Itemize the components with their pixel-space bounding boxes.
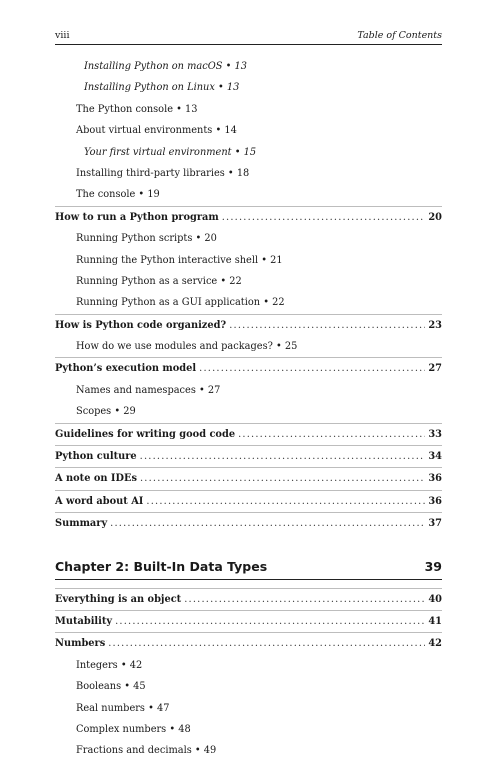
toc-entry-title: Python culture [55, 451, 137, 463]
toc-entry-page: 29 [123, 406, 136, 418]
toc-entry-title: A note on IDEs [55, 473, 137, 485]
toc-entry-page: 36 [428, 495, 442, 507]
toc-entry[interactable] [55, 445, 442, 467]
toc-entry-title: Summary [55, 518, 108, 530]
bullet-separator: • [173, 103, 186, 115]
toc-entry-page: 13 [185, 103, 198, 115]
toc-entry-page: 18 [236, 167, 250, 179]
toc-entry-title: Integers [76, 659, 118, 671]
toc-entry[interactable] [55, 314, 442, 336]
toc-entry[interactable] [55, 99, 442, 120]
toc-entry[interactable] [55, 588, 442, 610]
toc-entry[interactable] [55, 336, 442, 357]
toc-entry-title: Complex numbers [76, 723, 167, 735]
bullet-separator: • [214, 82, 227, 94]
toc-entry-title: Python’s execution model [55, 363, 197, 375]
toc-entry-title: How is Python code organized? [55, 319, 227, 331]
dot-leader [108, 633, 425, 654]
toc-entry-page: 13 [234, 61, 247, 72]
bullet-separator: • [121, 681, 134, 693]
toc-entry[interactable] [55, 655, 442, 676]
toc-entry[interactable] [55, 423, 442, 445]
toc-entry-page: 20 [204, 233, 217, 245]
toc-entry-title: About virtual environments [76, 125, 213, 137]
toc-entry-page: 22 [229, 275, 242, 287]
toc-entry-title: Running Python as a service [76, 275, 218, 287]
toc-entry[interactable] [55, 250, 442, 271]
toc-entry-page: 49 [203, 745, 217, 757]
bullet-separator: • [222, 61, 235, 72]
toc-entry[interactable] [55, 206, 442, 228]
bullet-separator: • [224, 167, 237, 179]
toc-entry[interactable] [55, 56, 442, 77]
toc-entry[interactable] [55, 228, 442, 249]
toc-entry-title: Your first virtual environment [84, 146, 232, 158]
toc-entry[interactable] [55, 401, 442, 422]
toc-entry-title: Fractions and decimals [76, 745, 192, 757]
toc-entry-page: 25 [284, 341, 298, 353]
toc-entry[interactable] [55, 676, 442, 697]
bullet-separator: • [117, 659, 130, 671]
bullet-separator: • [192, 233, 205, 245]
toc-entry-title: Installing Python on macOS [84, 61, 223, 72]
toc-entry-title: Running the Python interactive shell [76, 254, 259, 266]
toc-entry[interactable] [55, 271, 442, 292]
toc-entry[interactable] [55, 292, 442, 313]
bullet-separator: • [231, 146, 244, 158]
toc-entry-page: 20 [428, 211, 442, 223]
toc-entry-page: 42 [428, 638, 442, 650]
toc-entry[interactable] [55, 380, 442, 401]
toc-entry-title: Guidelines for writing good code [55, 428, 236, 440]
toc-entry-title: Running Python as a GUI application [76, 297, 261, 309]
dot-leader [222, 207, 426, 228]
toc-entry-title: Mutability [55, 615, 113, 627]
toc-entry[interactable] [55, 490, 442, 512]
toc-entry-title: Scopes [76, 406, 112, 418]
toc-entry[interactable] [55, 467, 442, 489]
toc-entry-page: 14 [224, 125, 237, 137]
toc-entry-title: Installing third-party libraries [76, 167, 225, 179]
toc-entry-title: Names and namespaces [76, 384, 196, 396]
bullet-separator: • [272, 341, 285, 353]
toc-list-chapter-2 [55, 588, 442, 762]
toc-entry-page: 42 [129, 659, 143, 671]
toc-entry-page: 23 [428, 319, 442, 331]
table-of-contents [55, 56, 442, 762]
toc-entry-title: A word about AI [55, 495, 144, 507]
toc-entry-page: 41 [428, 615, 442, 627]
dot-leader [184, 589, 425, 610]
toc-entry[interactable] [55, 120, 442, 141]
toc-entry-title: The console [76, 189, 136, 201]
chapter-heading[interactable] [55, 549, 442, 580]
chapter-page-number: 39 [424, 558, 442, 574]
running-title: Table of Contents [357, 30, 442, 41]
toc-entry-title: The Python console [76, 103, 174, 115]
bullet-separator: • [195, 384, 208, 396]
toc-entry-title: Numbers [55, 638, 106, 650]
toc-entry-page: 13 [226, 82, 240, 94]
dot-leader [140, 468, 425, 489]
toc-entry[interactable] [55, 184, 442, 205]
toc-entry-title: Installing Python on Linux [84, 82, 215, 94]
toc-entry[interactable] [55, 740, 442, 761]
toc-entry-page: 45 [133, 681, 146, 693]
toc-entry-page: 27 [207, 384, 221, 396]
toc-entry[interactable] [55, 512, 442, 534]
chapter-title: Chapter 2: Built-In Data Types [55, 558, 268, 574]
toc-entry-title: Booleans [76, 681, 122, 693]
toc-entry-page: 15 [243, 146, 257, 158]
toc-entry[interactable] [55, 357, 442, 379]
bullet-separator: • [144, 702, 157, 714]
toc-entry-page: 36 [428, 473, 442, 485]
page-number: viii [55, 30, 70, 41]
toc-entry-page: 37 [428, 518, 442, 530]
dot-leader [238, 424, 425, 445]
toc-entry[interactable] [55, 610, 442, 632]
toc-entry[interactable] [55, 719, 442, 740]
dot-leader [110, 513, 425, 534]
toc-entry-title: How to run a Python program [55, 211, 219, 223]
toc-list-chapter-1 [55, 56, 442, 535]
toc-entry[interactable] [55, 142, 442, 163]
toc-entry-page: 21 [270, 254, 283, 266]
dot-leader [199, 358, 425, 379]
toc-entry-page: 40 [428, 593, 442, 605]
dot-leader [140, 446, 426, 467]
toc-entry[interactable] [55, 77, 442, 98]
toc-entry[interactable] [55, 632, 442, 654]
bullet-separator: • [191, 745, 204, 757]
toc-entry-page: 27 [428, 363, 442, 375]
dot-leader [229, 315, 425, 336]
bullet-separator: • [217, 275, 230, 287]
bullet-separator: • [135, 189, 148, 201]
bullet-separator: • [260, 297, 273, 309]
toc-entry-page: 48 [178, 723, 191, 735]
running-header [55, 28, 442, 45]
toc-entry-page: 19 [147, 189, 160, 201]
toc-entry-page: 22 [272, 297, 285, 309]
bullet-separator: • [212, 125, 225, 137]
toc-entry-title: Real numbers [76, 702, 145, 714]
bullet-separator: • [111, 406, 124, 418]
toc-entry-page: 34 [428, 451, 442, 463]
toc-entry-page: 33 [428, 428, 442, 440]
toc-entry-title: Running Python scripts [76, 233, 193, 245]
toc-entry[interactable] [55, 698, 442, 719]
dot-leader [146, 491, 425, 512]
dot-leader [115, 611, 425, 632]
toc-entry-title: How do we use modules and packages? [76, 341, 273, 353]
toc-entry-page: 47 [156, 702, 170, 714]
toc-entry-title: Everything is an object [55, 593, 182, 605]
bullet-separator: • [166, 723, 179, 735]
bullet-separator: • [258, 254, 271, 266]
toc-entry[interactable] [55, 163, 442, 184]
